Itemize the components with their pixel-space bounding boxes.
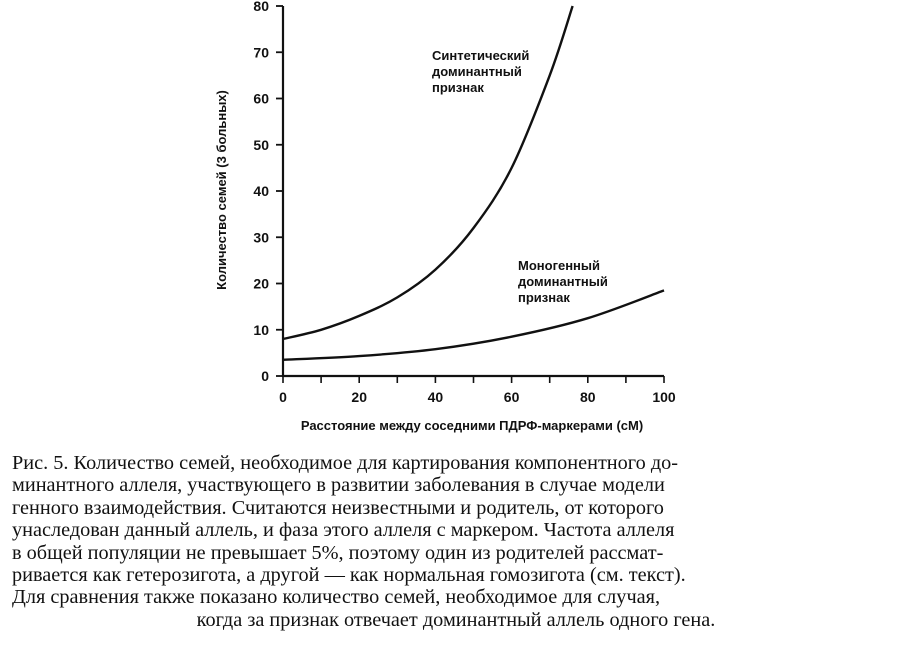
- plot-area: [253, 0, 675, 405]
- series-label-line: признак: [518, 290, 570, 305]
- y-tick-label: 0: [261, 368, 269, 384]
- monogenic-dominant-curve: [283, 290, 664, 359]
- y-tick-label: 70: [253, 44, 269, 61]
- caption-line: Для сравнения также показано количество семей, необходимое для случая,: [12, 586, 661, 609]
- series-label-line: доминантный: [518, 274, 608, 289]
- monogenic-series-label: [518, 258, 608, 305]
- y-tick-label: 10: [253, 321, 269, 338]
- y-tick-label: 80: [253, 0, 269, 14]
- caption-line: генного взаимодействия. Считаются неизвестными и родитель, от которого: [12, 496, 664, 519]
- caption-line: унаследован данный аллель, и фаза этого аллеля с маркером. Частота аллеля: [12, 519, 675, 542]
- caption-line: ривается как гетерозигота, а другой — как нормальная гомозигота (см. текст).: [12, 564, 686, 587]
- series-label-line: доминантный: [432, 64, 522, 79]
- x-tick-label: 60: [503, 389, 520, 405]
- caption-line: минантного аллеля, участвующего в развитии заболевания в случае модели: [12, 474, 665, 497]
- y-tick-label: 60: [253, 90, 269, 107]
- x-tick-label: 80: [580, 389, 596, 405]
- x-tick-label: 40: [427, 389, 444, 405]
- y-tick-label: 30: [253, 229, 269, 246]
- series-label-line: признак: [432, 80, 484, 95]
- caption-line: когда за признак отвечает доминантный аллель одного гена.: [196, 608, 716, 631]
- x-tick-label: 100: [652, 389, 676, 405]
- x-tick-label: 0: [279, 389, 287, 405]
- synthetic-series-label: [432, 48, 529, 95]
- series-label-line: Моногенный: [518, 258, 601, 273]
- y-tick-label: 40: [253, 183, 269, 199]
- y-tick-label: 50: [253, 136, 269, 153]
- y-axis-label: Количество семей (3 больных): [214, 90, 229, 290]
- caption-line: в общей популяции не превышает 5%, поэтому один из родителей рассмат-: [12, 541, 664, 564]
- x-tick-label: 20: [351, 389, 367, 405]
- series-label-line: Синтетический: [432, 48, 530, 63]
- figure-caption: [12, 452, 900, 631]
- x-axis-label: Расстояние между соседними ПДРФ-маркерами (сМ): [300, 418, 644, 433]
- y-tick-label: 20: [253, 275, 269, 292]
- caption-line: Рис. 5. Количество семей, необходимое для картирования компонентного до-: [12, 452, 679, 474]
